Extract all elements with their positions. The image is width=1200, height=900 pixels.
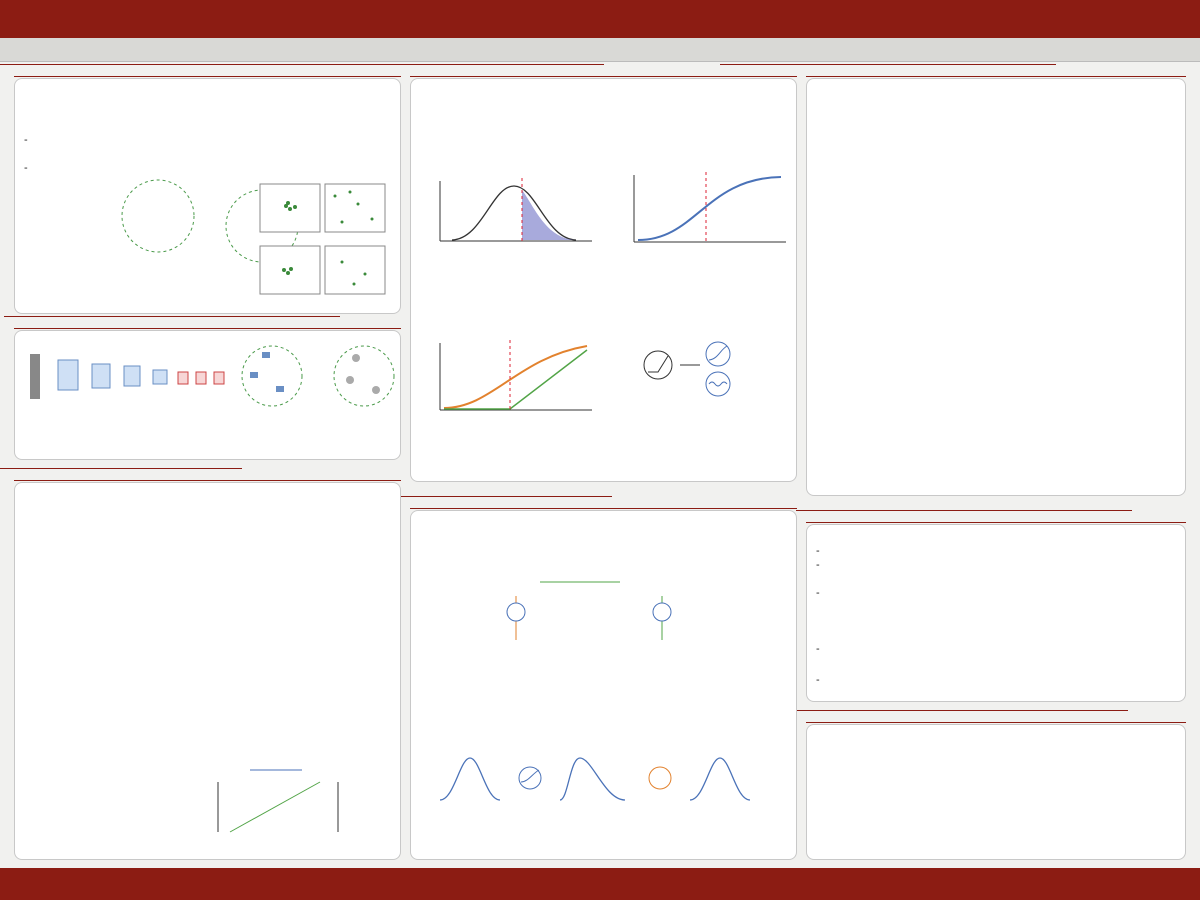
lsp-diagram [440,566,780,672]
poster-title [0,0,1200,38]
next-step-2: - [816,674,820,686]
seeded-models-diagram [238,340,398,412]
animal-circle-a [122,180,194,252]
takeaway-1: - [816,545,820,557]
softplus-fit-plot [422,338,602,423]
takeaway-2: - [816,559,820,571]
author-bar [0,38,1200,62]
alexnet-diagram [28,344,228,409]
takeaway-3: - [816,587,820,599]
linear-relu-diagram [188,756,398,852]
intro-similarity: - [24,134,28,146]
intro-separability: - [24,162,28,174]
lsp-relu-chart [812,238,1056,360]
activation-plot [616,170,791,255]
lsp-panel [410,510,797,860]
threshold-plot [422,176,602,256]
references-panel [806,724,1186,860]
next-step-1: - [816,643,820,655]
linear-mappability-chart [24,494,394,674]
lsp-distributions [420,752,790,802]
footer [0,868,1200,900]
lsp-softplus-chart [930,96,1184,226]
replacement-diagram [618,340,793,410]
animal-data-chart [934,370,1184,494]
intro-figure [110,174,400,314]
